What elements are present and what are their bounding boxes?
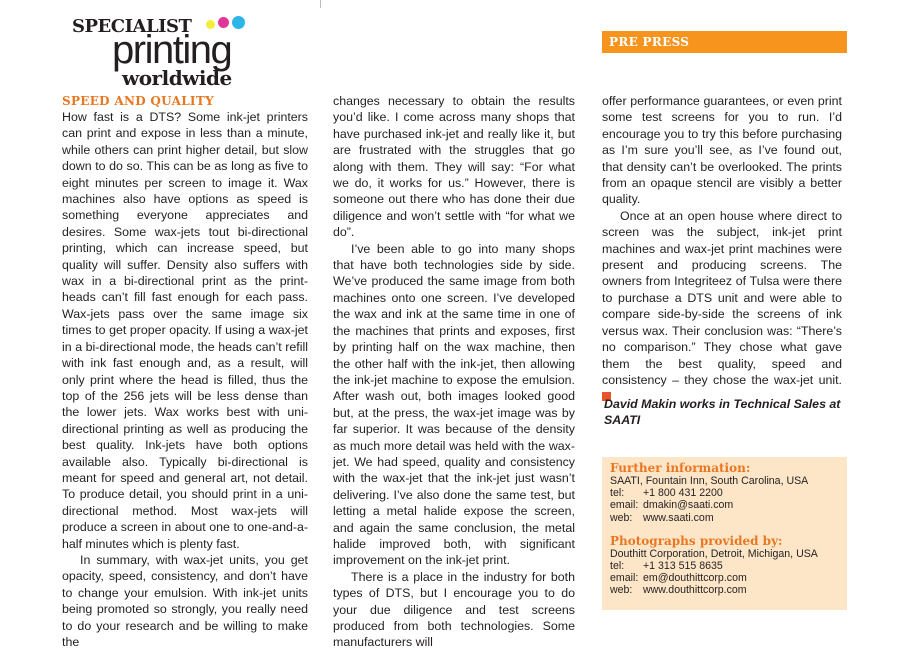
- photos-tel-row: [610, 560, 842, 572]
- paragraph: changes necessary to obtain the results you’d like. I come across many shops that have purchased ink-jet and really like it, but are frustrated with the struggles that go along with them. They will say: “For what we do, it works for us.” However, there is someone out there who has done their due diligence and won’t settle with “for what we do”.: [333, 94, 575, 240]
- web-link[interactable]: www.saati.com: [643, 511, 714, 524]
- further-info-email-row: [610, 499, 842, 511]
- web-label: web:: [610, 584, 633, 597]
- section-heading: SPEED AND QUALITY: [62, 94, 214, 108]
- further-info-tel-row: [610, 487, 842, 499]
- photos-address: Douthitt Corporation, Detroit, Michigan, USA: [610, 547, 818, 560]
- web-label: web:: [610, 511, 633, 524]
- paragraph: How fast is a DTS? Some ink-jet printers can print and expose in less than a minute, while others can print higher detail, but slow down to do so. This can be as long as five to eight minutes per screen to image it. Wax machines also have options as speed is something everyone appreciates and desires. Some wax-jets tout bi-directional printing, which can increase speed, but quality will suffer. Density also suffers with wax in a bi-directional print as the print-heads can’t fill fast enough for each pass. Wax-jets pass over the same image six times to get proper opacity. If using a wax-jet in a bi-directional mode, the heads can’t refill with ink fast enough and, as a result, will only print where the head is filled, thus the top of the 256 jets will be less dense than the lower jets. Wax works best with uni-directional printing as well as producing the best quality. Ink-jets have both options available also. Typically bi-directional is meant for speed and general art, not detail. To produce detail, you should print in a uni-directional method. Most wax-jets will produce a screen in about one to one-and-a-half minutes which is plenty fast.: [62, 110, 308, 551]
- page-top-rule: [320, 0, 321, 8]
- author-byline: David Makin works in Technical Sales at SAATI: [604, 397, 841, 428]
- paragraph-with-end-mark: [602, 208, 842, 405]
- photos-email-row: [610, 572, 842, 584]
- logo-line-worldwide: worldwide: [122, 66, 232, 90]
- email-link[interactable]: dmakin@saati.com: [643, 499, 734, 512]
- section-label: PRE PRESS: [609, 35, 690, 49]
- logo-line-printing: printing: [112, 28, 232, 72]
- tel-label: tel:: [610, 487, 625, 500]
- further-info-heading: Further information:: [610, 461, 751, 475]
- article-column-3: [602, 93, 842, 405]
- photos-web-row: [610, 584, 842, 596]
- info-box: [602, 457, 847, 610]
- tel-label: tel:: [610, 560, 625, 573]
- email-label: email:: [610, 499, 639, 512]
- photos-heading: Photographs provided by:: [610, 533, 783, 548]
- publication-logo: [70, 14, 260, 92]
- tel-value: +1 800 431 2200: [643, 487, 723, 500]
- further-info-address: SAATI, Fountain Inn, South Carolina, USA: [610, 475, 809, 487]
- further-info-web-row: [610, 512, 842, 524]
- email-label: email:: [610, 572, 639, 585]
- logo-line-specialist: SPECIALIST: [72, 16, 192, 37]
- web-link[interactable]: www.douthittcorp.com: [643, 584, 747, 597]
- article-column-2: [333, 93, 575, 651]
- email-link[interactable]: em@douthittcorp.com: [643, 572, 747, 585]
- paragraph: There is a place in the industry for both types of DTS, but I encourage you to do your due diligence and test screens produced from both technologies. Some manufacturers will: [333, 569, 575, 650]
- article-column-1: [62, 93, 308, 650]
- tel-value: +1 313 515 8635: [643, 560, 723, 573]
- section-tab: [602, 31, 847, 53]
- paragraph: I’ve been able to go into many shops that have both technologies side by side. We’ve produced the same image from both machines onto one screen. I’ve developed the wax and ink at the same time in one of the machines that prints and exposes, first by printing half on the wax machine, then the other half with the ink-jet, then allowing the ink-jet machine to expose the emulsion. After wash out, both images looked good but, at the press, the wax-jet image was by far superior. It was because of the density as much more detail was held with the wax-jet. We had speed, quality and consistency with the wax-jet that the ink-jet just wasn’t delivering. I’ve also done the same test, but letting a metal halide expose the screen, and again the same conclusion, the metal halide improved both, with significant improvement on the ink-jet print.: [333, 241, 575, 568]
- paragraph: In summary, with wax-jet units, you get opacity, speed, consistency, and don’t have to change your emulsion. With ink-jet units being promoted so strongly, you really need to do your research and be willing to make the: [62, 552, 308, 649]
- paragraph: Once at an open house where direct to screen was the subject, ink-jet print machines and wax-jet print machines were present and producing screens. The owners from Integriteez of Tulsa were there to purchase a DTS unit and were able to compare side-by-side the screens of ink versus wax. Their conclusion was: “There’s no comparison.” They chose what gave them the best quality, speed and consistency – they chose the wax-jet unit.: [602, 208, 842, 387]
- paragraph: offer performance guarantees, or even print some test screens for you to run. I’d encourage you to try this before purchasing as I’m sure you’ll see, as I’ve found out, that density can’t be overlooked. The prints from an opaque stencil are visibly a better quality.: [602, 94, 842, 207]
